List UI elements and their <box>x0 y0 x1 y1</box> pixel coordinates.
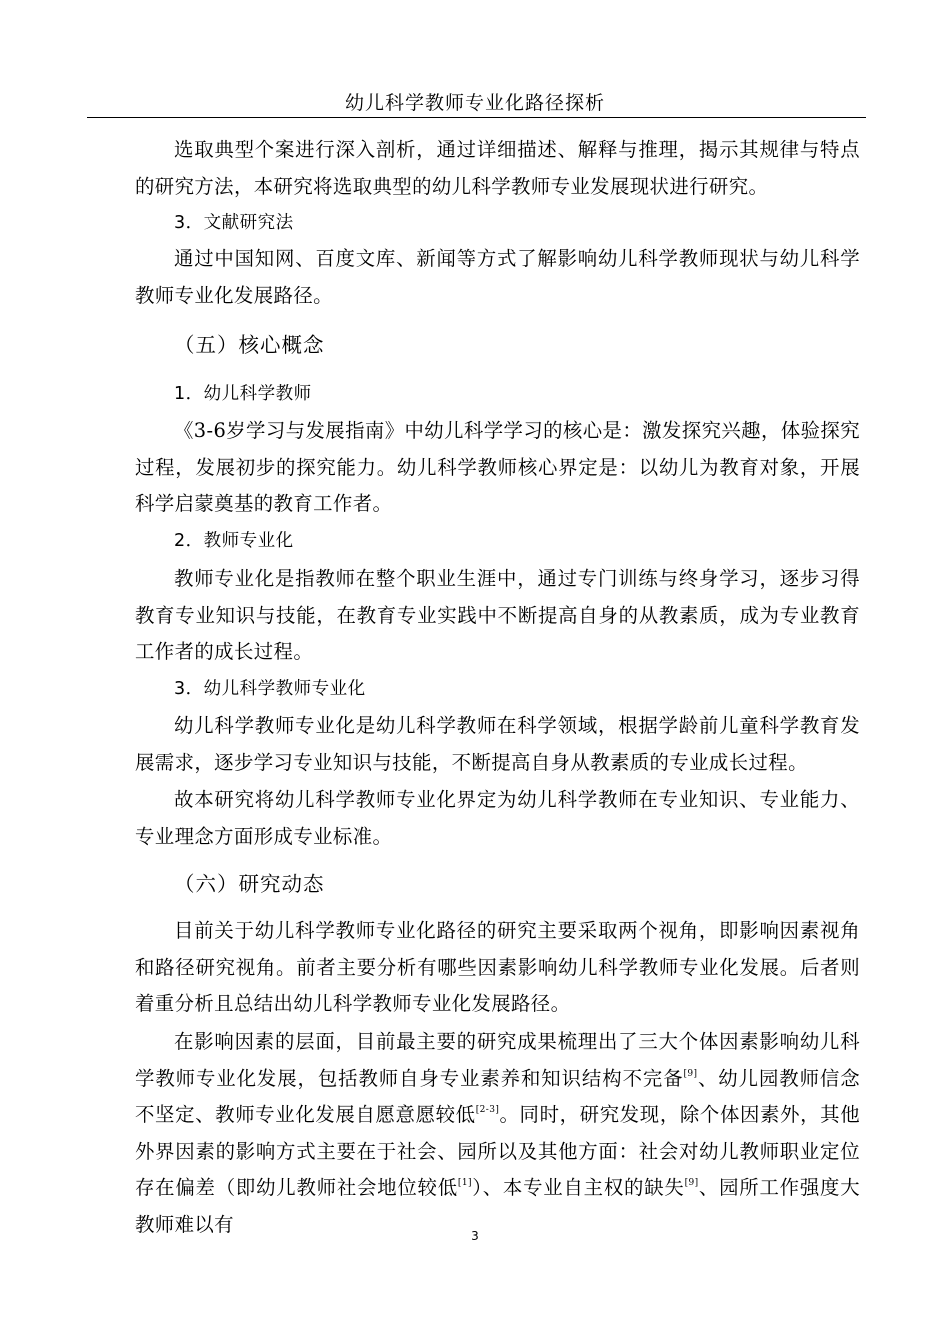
text-run: ）、本专业自主权的缺失 <box>471 1176 685 1199</box>
text-run: 在影响因素的层面，目前最主要的研究成果梳理出了三大个体因素影响幼儿科学教师专业化发展，包括教师自身专业素养和知识结构不完备 <box>135 1030 860 1090</box>
subheading-literature-method: 3．文献研究法 <box>174 213 294 233</box>
running-header-title: 幼儿科学教师专业化路径探析 <box>344 92 605 114</box>
paragraph-science-teacher-professionalization: 幼儿科学教师专业化是幼儿科学教师在科学领域，根据学龄前儿童科学教育发展需求，逐步学习专业知识与技能，不断提高自身从教素质的专业成长过程。 <box>135 714 860 774</box>
text-run: 、园所工作强度大教师难以有 <box>135 1176 860 1236</box>
section-heading-research-trends: （六）研究动态 <box>174 872 325 896</box>
text-run: 。同时，研究发现，除个体因素外，其他外界因素的影响方式主要在于社会、园所以及其他方面：社会对幼儿教师职业定位存在偏差（即幼儿教师社会地位较低 <box>135 1103 860 1199</box>
citation-ref: [9] <box>683 1068 698 1079</box>
section-heading-core-concepts: （五）核心概念 <box>174 333 325 357</box>
subheading-science-teacher-professionalization: 3．幼儿科学教师专业化 <box>174 679 366 699</box>
paragraph-teacher-professionalization: 教师专业化是指教师在整个职业生涯中，通过专门训练与终身学习，逐步习得教育专业知识与技能，在教育专业实践中不断提高自身的从教素质，成为专业教育工作者的成长过程。 <box>135 567 860 663</box>
paragraph-definition: 故本研究将幼儿科学教师专业化界定为幼儿科学教师在专业知识、专业能力、专业理念方面形成专业标准。 <box>135 788 860 848</box>
paragraph-influencing-factors <box>135 1024 860 1243</box>
paragraph-case-study: 选取典型个案进行深入剖析，通过详细描述、解释与推理，揭示其规律与特点的研究方法，本研究将选取典型的幼儿科学教师专业发展现状进行研究。 <box>135 138 860 198</box>
text-run: 、幼儿园教师信念不坚定、教师专业化发展自愿意愿较低 <box>135 1066 860 1126</box>
paragraph-research-perspectives: 目前关于幼儿科学教师专业化路径的研究主要采取两个视角，即影响因素视角和路径研究视角。前者主要分析有哪些因素影响幼儿科学教师专业化发展。后者则着重分析且总结出幼儿科学教师专业化发展路径。 <box>135 919 860 1015</box>
citation-ref: [1] <box>457 1178 472 1188</box>
page-number: 3 <box>471 1229 479 1243</box>
subheading-science-teacher: 1．幼儿科学教师 <box>174 384 312 404</box>
paragraph-literature-method: 通过中国知网、百度文库、新闻等方式了解影响幼儿科学教师现状与幼儿科学教师专业化发展路径。 <box>135 247 860 307</box>
paragraph-science-teacher: 《3-6岁学习与发展指南》中幼儿科学学习的核心是：激发探究兴趣，体验探究过程，发展初步的探究能力。幼儿科学教师核心界定是：以幼儿为教育对象，开展科学启蒙奠基的教育工作者。 <box>135 419 860 515</box>
citation-ref: [2-3] <box>475 1105 500 1115</box>
header-rule <box>87 117 866 118</box>
subheading-teacher-professionalization: 2．教师专业化 <box>174 531 294 551</box>
citation-ref: [9] <box>684 1178 699 1188</box>
